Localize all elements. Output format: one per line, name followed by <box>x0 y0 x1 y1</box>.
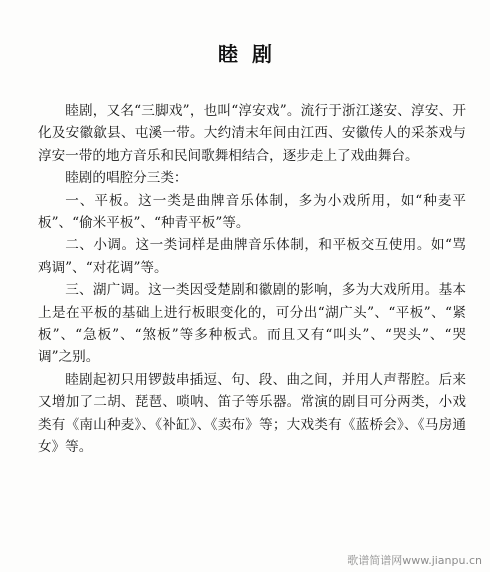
watermark: 歌谱简谱网www.jianpu.cn <box>347 554 482 567</box>
paragraph-intro: 睦剧，又名“三脚戏”，也叫“淳安戏”。流行于浙江遂安、淳安、开化及安徽歙县、屯溪一带。大约清末年间由江西、安徽传人的采茶戏与淳安一带的地方音乐和民间歌舞相结合，逐步走上了戏曲舞台。 <box>38 103 466 164</box>
paragraph-instruments-repertoire: 睦剧起初只用锣鼓串插逗、句、段、曲之间，并用人声帮腔。后来又增加了二胡、琵琶、唢呐、笛子等乐器。常演的剧目可分两类，小戏类有《南山种麦》、《补缸》、《卖布》等；大戏类有《蓝桥会》、《马房通女》等。 <box>38 371 466 456</box>
paragraph-vocal-types: 睦剧的唱腔分三类： <box>65 170 188 187</box>
paragraph-pingban: 一、平板。这一类是曲牌音乐体制，多为小戏所用，如“种麦平板”、“偷米平板”、“种青平板”等。 <box>38 192 466 232</box>
document-title: 睦剧 <box>218 42 286 66</box>
paragraph-huguangdiao: 三、湖广调。这一类因受楚剧和徽剧的影响，多为大戏所用。基本上是在平板的基础上进行板眼变化的，可分出“湖广头”、“平板”、“紧板”、“急板”、“煞板”等多种板式。而且又有“叫头”、“哭头”、“哭调”之别。 <box>38 282 466 366</box>
paragraph-xiaodiao: 二、小调。这一类词样是曲牌音乐体制，和平板交互使用。如“骂鸡调”、“对花调”等。 <box>38 237 466 276</box>
document-body <box>38 100 466 459</box>
